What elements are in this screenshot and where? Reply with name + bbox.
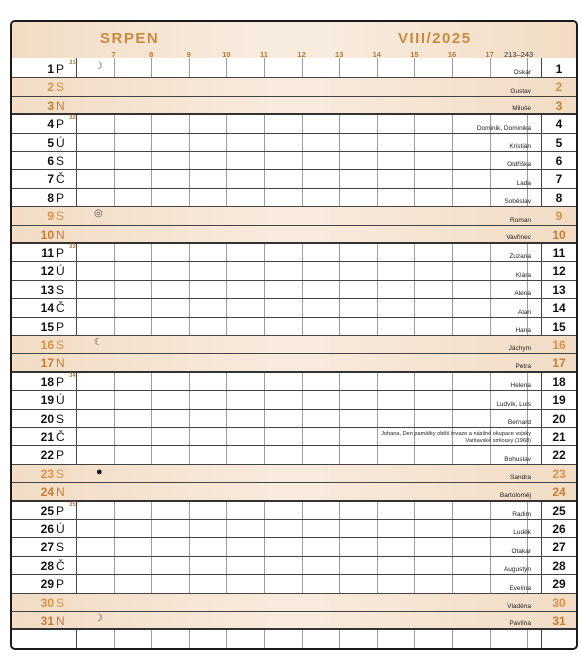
nameday-label: Kristián xyxy=(509,142,531,150)
day-number: 5 xyxy=(47,135,54,150)
day-row[interactable] xyxy=(12,446,576,464)
weekday-abbrev: S xyxy=(56,154,65,168)
nameday-label: Pavlína xyxy=(509,620,531,628)
day-number: 15 xyxy=(40,319,54,334)
day-of-year-range: 213–243 xyxy=(504,50,534,59)
day-number: 10 xyxy=(40,227,54,242)
nameday-label: Augustýn xyxy=(503,566,531,574)
hour-label: 17 xyxy=(485,50,494,59)
hour-label: 9 xyxy=(186,50,191,59)
day-number-right: 19 xyxy=(552,393,566,408)
hour-label: 10 xyxy=(222,50,231,59)
day-row[interactable] xyxy=(12,115,576,133)
hour-label: 16 xyxy=(447,50,457,59)
weekday-abbrev: Č xyxy=(56,301,65,316)
weekday-abbrev: N xyxy=(56,227,65,242)
day-row[interactable] xyxy=(12,207,576,225)
day-number: 14 xyxy=(40,301,54,316)
weekday-abbrev: N xyxy=(56,98,65,113)
day-number: 20 xyxy=(40,411,54,426)
day-number-right: 30 xyxy=(552,595,566,610)
weekday-abbrev: S xyxy=(56,80,65,95)
hour-label: 8 xyxy=(149,50,154,59)
day-number-right: 27 xyxy=(552,540,566,555)
day-row[interactable] xyxy=(12,373,576,391)
week-number: 32 xyxy=(69,115,76,122)
day-number-right: 3 xyxy=(555,98,563,113)
weekday-abbrev: P xyxy=(56,577,65,592)
moon-phase-icon: ☽ xyxy=(94,613,103,624)
nameday-label: Evelína xyxy=(509,584,531,592)
day-number-right: 15 xyxy=(552,319,566,334)
calendar-page xyxy=(10,20,578,650)
day-number: 28 xyxy=(40,558,54,573)
day-number: 9 xyxy=(47,209,54,224)
day-number: 6 xyxy=(47,154,54,168)
day-number-right: 5 xyxy=(555,135,563,150)
weekday-abbrev: S xyxy=(56,209,65,224)
day-number-right: 26 xyxy=(552,522,566,536)
hour-label: 11 xyxy=(260,50,268,59)
weekday-abbrev: N xyxy=(56,356,65,371)
day-row[interactable] xyxy=(12,428,576,446)
day-number: 11 xyxy=(41,246,54,260)
day-row[interactable] xyxy=(12,612,576,630)
week-number: 35 xyxy=(69,501,76,508)
day-row[interactable] xyxy=(12,170,576,188)
nameday-label: Lada xyxy=(516,179,531,187)
weekday-abbrev: P xyxy=(56,319,65,334)
day-row[interactable] xyxy=(12,152,576,170)
hour-label: 7 xyxy=(111,50,116,59)
nameday-label: Klára xyxy=(515,271,531,279)
nameday-label: Jáchym xyxy=(508,345,531,353)
day-number: 18 xyxy=(40,374,54,389)
day-row[interactable] xyxy=(12,502,576,520)
day-number-right: 1 xyxy=(555,62,563,76)
day-row[interactable] xyxy=(12,520,576,538)
weekday-abbrev: S xyxy=(56,466,65,481)
day-number: 12 xyxy=(40,264,54,279)
day-number-right: 25 xyxy=(552,503,566,518)
weekday-abbrev: S xyxy=(56,595,65,610)
nameday-label: Petra xyxy=(515,362,531,370)
day-number: 23 xyxy=(40,466,54,481)
day-number-right: 23 xyxy=(552,466,566,481)
day-row[interactable] xyxy=(12,575,576,593)
weekday-abbrev: S xyxy=(56,338,65,352)
day-number: 21 xyxy=(40,430,54,444)
week-number: 33 xyxy=(69,244,76,250)
weekday-abbrev: N xyxy=(56,614,65,628)
day-number-right: 18 xyxy=(552,374,566,389)
nameday-label: Bohuslav xyxy=(504,455,531,463)
moon-phase-icon: ☽ xyxy=(94,61,103,72)
day-row[interactable] xyxy=(12,244,576,262)
weekday-abbrev: S xyxy=(56,411,65,426)
day-row[interactable] xyxy=(12,465,576,483)
day-row[interactable] xyxy=(12,594,576,612)
weekday-abbrev: P xyxy=(56,448,65,463)
day-number-right: 2 xyxy=(555,80,563,95)
day-number-right: 13 xyxy=(552,282,566,297)
day-number-right: 11 xyxy=(552,246,566,260)
moon-phase-icon: ☾ xyxy=(94,337,103,348)
nameday-label: Dominik, Dominika xyxy=(476,124,531,132)
day-number: 16 xyxy=(40,338,54,352)
weekday-abbrev: Č xyxy=(56,172,65,187)
day-number-right: 17 xyxy=(552,356,566,371)
day-number: 19 xyxy=(40,393,54,408)
day-number: 25 xyxy=(40,503,54,518)
week-number: 34 xyxy=(69,372,76,379)
nameday-label: Vavřinec xyxy=(506,233,531,241)
day-row[interactable] xyxy=(12,299,576,317)
weekday-abbrev: P xyxy=(56,246,65,260)
weekday-abbrev: Ú xyxy=(56,264,65,279)
nameday-label: Bernard xyxy=(507,418,531,426)
day-number: 1 xyxy=(47,62,54,76)
nameday-label: Ludvík, Luis xyxy=(496,400,531,408)
nameday-label: Oldřiška xyxy=(507,161,531,169)
day-row[interactable] xyxy=(12,538,576,556)
day-row[interactable] xyxy=(12,354,576,372)
nameday-label: Otakar xyxy=(511,547,531,555)
nameday-label: Johana, Den památky obětí invaze a násilné okupace vojsky Varšavské smlouvy (1968) xyxy=(381,431,531,444)
weekday-abbrev: P xyxy=(56,117,65,132)
day-row[interactable] xyxy=(12,281,576,299)
day-number: 26 xyxy=(40,522,54,536)
hour-label: 12 xyxy=(297,50,306,59)
day-number-right: 22 xyxy=(552,448,566,463)
nameday-label: Alena xyxy=(514,290,531,298)
day-number-right: 28 xyxy=(552,558,566,573)
day-number-right: 29 xyxy=(552,577,566,592)
day-number-right: 10 xyxy=(552,227,566,242)
weekday-abbrev: N xyxy=(56,485,65,500)
day-row[interactable] xyxy=(12,189,576,207)
month-title: SRPEN xyxy=(100,30,160,47)
hour-label: 14 xyxy=(372,50,381,59)
day-number: 31 xyxy=(40,614,54,628)
day-number-right: 24 xyxy=(552,485,566,500)
day-number: 24 xyxy=(40,485,54,500)
nameday-label: Miluše xyxy=(512,105,531,113)
weekday-abbrev: Č xyxy=(56,558,65,573)
day-number-right: 21 xyxy=(552,430,566,444)
day-number: 17 xyxy=(40,356,54,371)
weekday-abbrev: P xyxy=(56,62,65,76)
day-number-right: 14 xyxy=(552,301,566,316)
weekday-abbrev: P xyxy=(56,374,65,389)
day-grid xyxy=(12,50,576,648)
weekday-abbrev: P xyxy=(56,503,65,518)
weekday-abbrev: S xyxy=(56,282,65,297)
nameday-label: Helena xyxy=(510,382,531,390)
day-number: 27 xyxy=(40,540,54,555)
day-number-right: 20 xyxy=(552,411,566,426)
week-number: 31 xyxy=(69,60,76,66)
day-row[interactable] xyxy=(12,410,576,428)
day-row[interactable] xyxy=(12,336,576,354)
day-number-right: 12 xyxy=(552,264,566,279)
day-number: 3 xyxy=(47,98,54,113)
day-row[interactable] xyxy=(12,134,576,152)
period-title: VIII/2025 xyxy=(398,30,472,47)
day-number-right: 16 xyxy=(552,338,566,352)
day-number: 22 xyxy=(40,448,54,463)
day-row[interactable] xyxy=(12,483,576,501)
weekday-abbrev: Ú xyxy=(56,393,65,408)
day-row[interactable] xyxy=(12,78,576,96)
hour-label: 15 xyxy=(410,50,419,59)
day-number-right: 6 xyxy=(555,154,563,168)
weekday-abbrev: S xyxy=(56,540,65,555)
day-number-right: 4 xyxy=(555,117,563,132)
day-number: 4 xyxy=(47,117,54,132)
moon-phase-icon: ◎ xyxy=(94,208,103,220)
nameday-label: Hana xyxy=(515,326,531,334)
weekday-abbrev: Ú xyxy=(56,522,65,536)
day-number: 29 xyxy=(40,577,54,592)
moon-phase-icon: ● xyxy=(96,465,103,478)
day-number: 13 xyxy=(40,282,54,297)
hour-label: 13 xyxy=(335,50,344,59)
day-row[interactable] xyxy=(12,391,576,409)
nameday-label: Sandra xyxy=(510,474,531,482)
day-row[interactable] xyxy=(12,97,576,115)
nameday-label: Oskar xyxy=(513,69,531,77)
weekday-abbrev: Ú xyxy=(56,135,65,150)
nameday-label: Vladěna xyxy=(507,602,531,610)
day-row[interactable] xyxy=(12,557,576,575)
weekday-abbrev: P xyxy=(56,190,65,205)
weekday-abbrev: Č xyxy=(56,430,65,444)
day-number-right: 8 xyxy=(555,190,563,205)
nameday-label: Zuzana xyxy=(509,253,531,261)
nameday-label: Radim xyxy=(512,510,531,518)
day-number: 2 xyxy=(47,80,54,95)
day-row[interactable] xyxy=(12,318,576,336)
nameday-label: Soběslav xyxy=(504,198,531,206)
nameday-label: Alan xyxy=(517,308,531,316)
day-number-right: 7 xyxy=(555,172,563,187)
day-number-right: 9 xyxy=(555,209,563,224)
nameday-label: Bartoloměj xyxy=(499,491,531,499)
day-row[interactable] xyxy=(12,262,576,280)
day-number-right: 31 xyxy=(552,614,566,628)
day-number: 7 xyxy=(47,172,54,187)
nameday-label: Gustav xyxy=(510,87,531,95)
day-row[interactable] xyxy=(12,60,576,78)
day-number: 30 xyxy=(40,595,54,610)
day-number: 8 xyxy=(47,190,54,205)
nameday-label: Roman xyxy=(510,216,531,224)
day-row[interactable] xyxy=(12,226,576,244)
nameday-label: Luděk xyxy=(513,529,531,537)
